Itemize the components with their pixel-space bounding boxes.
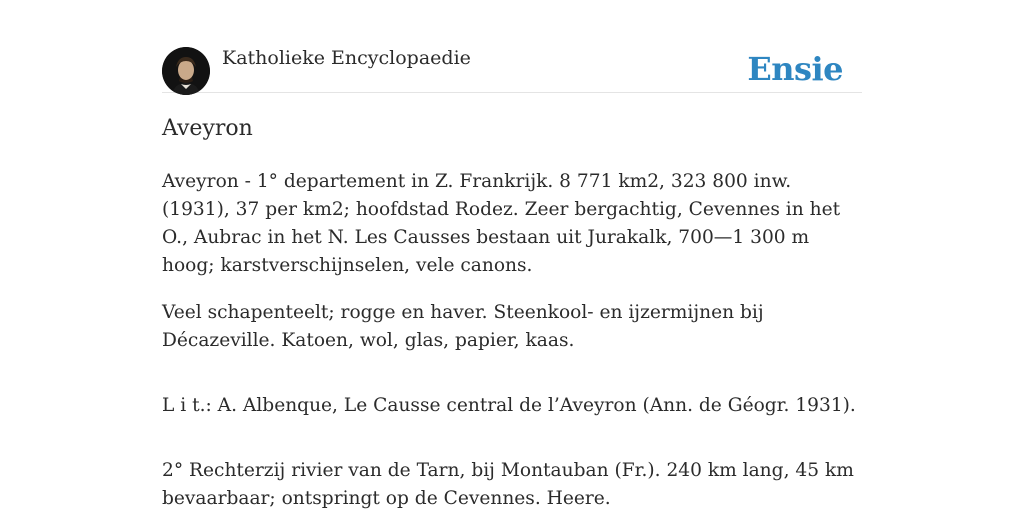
- source-name[interactable]: Katholieke Encyclopaedie: [222, 47, 471, 69]
- brand-logo[interactable]: Ensie: [747, 50, 843, 88]
- article-paragraph: L i t.: A. Albenque, Le Causse central de l’Aveyron (Ann. de Géogr. 1931).: [162, 395, 856, 416]
- article-body: [162, 168, 862, 512]
- article-paragraph: 2° Rechterzij rivier van de Tarn, bij Montauban (Fr.). 240 km lang, 45 km bevaarbaar; ontspringt op de Cevennes. Heere.: [162, 460, 854, 509]
- page-title: Aveyron: [162, 116, 253, 141]
- article-paragraph: Veel schapenteelt; rogge en haver. Steenkool- en ijzermijnen bij Décazeville. Katoen, wol, glas, papier, kaas.: [162, 302, 764, 351]
- article-paragraph: Aveyron - 1° departement in Z. Frankrijk. 8 771 km2, 323 800 inw. (1931), 37 per km2; hoofdstad Rodez. Zeer bergachtig, Cevennes in het O., Aubrac in het N. Les Causses bestaan uit Jurakalk, 700—1 300 m hoog; karstverschijnselen, vele canons.: [162, 171, 841, 276]
- site-header: [162, 44, 862, 93]
- portrait-icon: [162, 47, 210, 95]
- avatar[interactable]: [162, 47, 210, 95]
